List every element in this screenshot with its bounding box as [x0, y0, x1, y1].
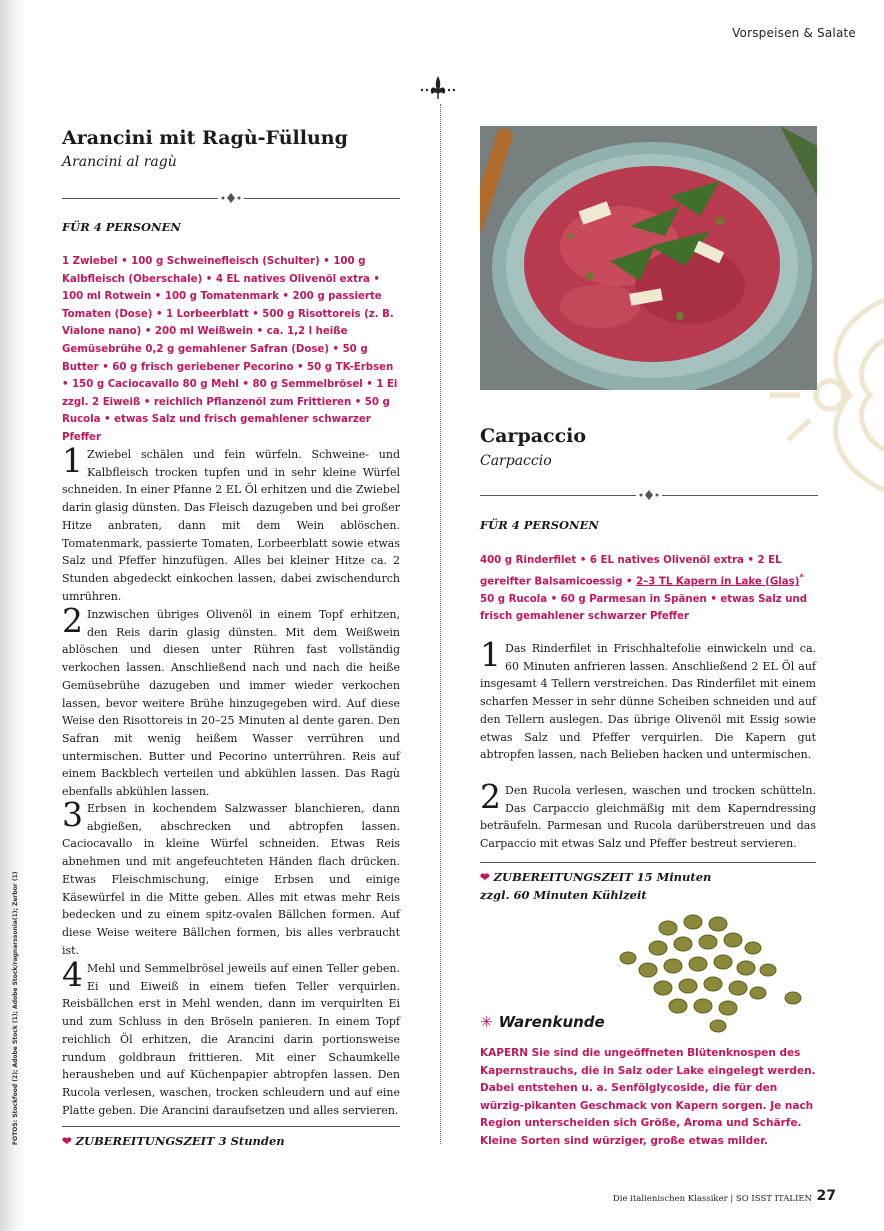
recipe1-title: Arancini mit Ragù-Füllung [62, 127, 348, 149]
recipe1-time-text: ZUBEREITUNGSZEIT 3 Stunden [75, 1134, 285, 1148]
step-number: 4 [62, 955, 83, 994]
step-number: 2 [62, 601, 83, 640]
heart-icon: ❤ [480, 870, 490, 884]
step-number: 1 [480, 635, 501, 674]
recipe1-step [62, 601, 400, 801]
recipe2-divider [480, 488, 818, 502]
step-text: Den Rucola verlesen, waschen und trocken schütteln. Das Carpaccio gleichmäßig mit dem Kaperndressing beträufeln. Parmesan und Rucola darüberstreuen und das Carpaccio mit etwas Salz und Pfeffer bestreut servieren. [480, 784, 816, 851]
recipe2-subtitle: Carpaccio [480, 453, 552, 469]
sparkle-icon: ✳ [480, 1013, 493, 1031]
recipe2-step [480, 635, 816, 764]
step-text: Inzwischen übriges Olivenöl in einem Topf erhitzen, den Reis darin glasig dünsten. Mit dem Weißwein ablöschen und diesen unter Rühren fast vollständig verkochen lassen. Anschließend nach und nach die heiße Gemüsebrühe dazugeben und immer wieder verkochen lassen, bevor weitere Brühe hinzugegeben wird. Auf diese Weise den Risottoreis in 20–25 Minuten al dente garen. Den Safran mit wenig heißem Wasser verrühren und untermischen. Butter und Pecorino unterrühren. Reis auf einem Backblech verteilen und abkühlen lassen. Das Ragù ebenfalls abkühlen lassen. [62, 608, 400, 799]
recipe2-ingredients-part: 400 g Rinderfilet • 6 EL natives Olivenöl extra • 2 EL gereifter Balsamicoessig • [480, 555, 782, 587]
recipe1-subtitle: Arancini al ragù [62, 154, 177, 170]
column-divider [440, 104, 441, 1144]
step-number: 1 [62, 441, 83, 480]
recipe2-ingredients [480, 552, 816, 626]
recipe1-step [62, 441, 400, 605]
heart-icon: ❤ [62, 1134, 72, 1148]
highlighted-ingredient: 2–3 TL Kapern in Lake (Glas) [636, 575, 800, 587]
divider-ornament-icon [638, 488, 660, 502]
warenkunde-text: KAPERN Sie sind die ungeöffneten Blütenknospen des Kapernstrauchs, die in Salz oder Lake eingelegt werden. Dabei entstehen u. a. Senfölglycoside, die für den würzig-pikanten Geschmack von Kapern sorgen. Je nach Region unterscheiden sich Größe, Aroma und Schärfe. Kleine Sorten sind würziger, große etwas milder. [480, 1047, 816, 1147]
recipe2-time-text: ZUBEREITUNGSZEIT 15 Minuten [493, 870, 712, 884]
recipe2-step [480, 777, 816, 853]
warenkunde-heading [480, 1013, 605, 1031]
recipe1-rule [62, 1126, 400, 1127]
footnote-mark: * [799, 572, 804, 583]
recipe2-time-extra: zzgl. 60 Minuten Kühlzeit [480, 888, 647, 902]
capers-photo [608, 908, 808, 1038]
recipe1-step [62, 795, 400, 959]
recipe1-divider [62, 191, 400, 205]
warenkunde-title: Warenkunde [498, 1013, 605, 1031]
recipe2-rule [480, 862, 816, 863]
step-number: 3 [62, 795, 83, 834]
step-text: Zwiebel schälen und fein würfeln. Schweine- und Kalbfleisch trocken tupfen und in sehr kleine Würfel schneiden. In einer Pfanne 2 EL Öl erhitzen und die Zwiebel darin glasig dünsten. Das Fleisch dazugeben und bei großer Hitze anbraten, dann mit dem Wein ablöschen. Tomatenmark, passierte Tomaten, Lorbeerblatt sowie etwas Salz und Pfeffer hinzufügen. Alles bei kleiner Hitze ca. 2 Stunden abgedeckt einkochen lassen, dabei zwischendurch umrühren. [62, 448, 400, 603]
recipe2-ingredients-part: 50 g Rucola • 60 g Parmesan in Spänen • etwas Salz und frisch gemahlener schwarzer Pfeffer [480, 593, 808, 623]
page-number: 27 [816, 1188, 836, 1204]
step-text: Mehl und Semmelbrösel jeweils auf einen Teller geben. Ei und Eiweiß in einem tiefen Teller verquirlen. Reisbällchen erst in Mehl wenden, dann im verquirlten Ei und zum Schluss in den Bröseln panieren. In einem Topf reichlich Öl erhitzen, die Arancini darin portionsweise rundum goldbraun frittieren. Mit einer Schaumkelle herausheben und auf Küchenpapier abtropfen lassen. Den Rucola verlesen, waschen, trocken schleudern und auf eine Platte geben. Die Arancini daraufsetzen und alles servieren. [62, 962, 400, 1117]
footer-magazine: Die italienischen Klassiker | SO ISST ITALIEN [612, 1194, 812, 1204]
step-text: Das Rinderfilet in Frischhaltefolie einwickeln und ca. 60 Minuten anfrieren lassen. Anschließend 2 EL Öl auf insgesamt 4 Tellern verstreichen. Das Rinderfilet mit einem scharfen Messer in sehr dünne Scheiben schneiden und auf den Tellern auslegen. Das übrige Olivenöl mit Essig sowie etwas Salz und Pfeffer verquirlen. Die Kapern gut abtropfen lassen, nach Belieben hacken und untermischen. [480, 642, 816, 762]
recipe2-serves: FÜR 4 PERSONEN [480, 518, 599, 532]
recipe2-title: Carpaccio [480, 425, 587, 447]
fleur-ornament-icon [418, 74, 458, 100]
photo-credit: FOTOS: Stockfood (2); Adobe Stock (1); Adobe Stock/ragnarssonia(1); Zerbor (1) [12, 871, 19, 1145]
divider-ornament-icon [220, 191, 242, 205]
carpaccio-photo [480, 126, 817, 390]
section-label: Vorspeisen & Salate [732, 26, 856, 40]
recipe2-time [480, 868, 711, 904]
recipe1-ingredients: 1 Zwiebel • 100 g Schweinefleisch (Schulter) • 100 g Kalbfleisch (Oberschale) • 4 EL natives Olivenöl extra • 100 ml Rotwein • 100 g Tomatenmark • 200 g passierte Tomaten (Dose) • 1 Lorbeerblatt • 500 g Risottoreis (z. B. Vialone nano) • 200 ml Weißwein • ca. 1,2 l heiße Gemüsebrühe 0,2 g gemahlener Safran (Dose) • 50 g Butter • 60 g frisch geriebener Pecorino • 50 g TK-Erbsen • 150 g Caciocavallo 80 g Mehl • 80 g Semmelbrösel • 1 Ei zzgl. 2 Eiweiß • reichlich Pflanzenöl zum Frittieren • 50 g Rucola • etwas Salz und frisch gemahlener schwarzer Pfeffer [62, 256, 398, 443]
recipe1-step [62, 955, 400, 1119]
step-number: 2 [480, 777, 501, 816]
step-text: Erbsen in kochendem Salzwasser blanchieren, dann abgießen, abschrecken und abtropfen lassen. Caciocavallo in kleine Würfel schneiden. Etwas Reis abnehmen und mit angefeuchteten Händen flach drücken. Etwas Fleischmischung, einige Erbsen und einige Käsewürfel in die Mitte geben. Alles mit etwas mehr Reis bedecken und zu einem spitz-ovalen Bällchen formen. Auf diese Weise weitere Bällchen formen, bis alles verbraucht ist. [62, 802, 400, 957]
recipe1-serves: FÜR 4 PERSONEN [62, 220, 181, 234]
recipe1-time [62, 1132, 285, 1150]
